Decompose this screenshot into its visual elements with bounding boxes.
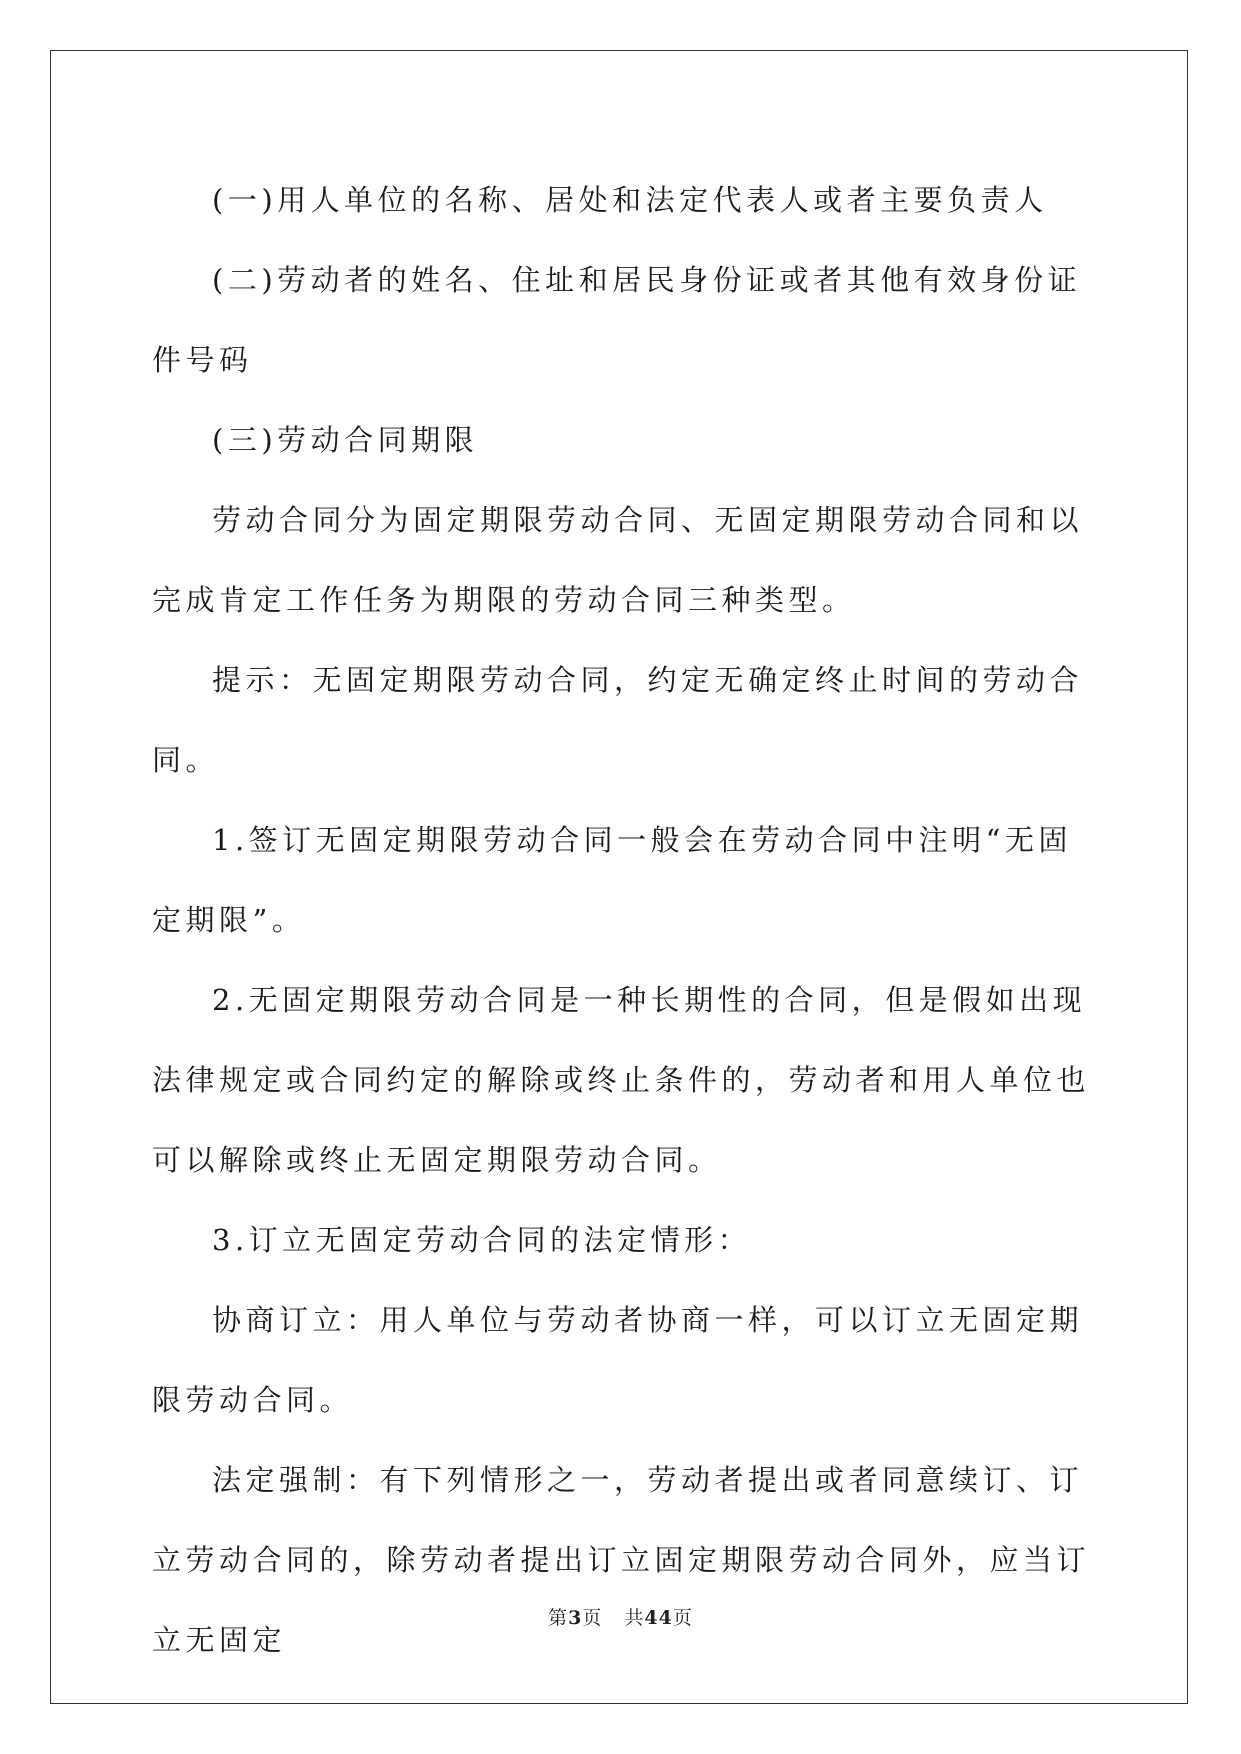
- paragraph: 协商订立：用人单位与劳动者协商一样，可以订立无固定期限劳动合同。: [152, 1303, 1084, 1417]
- paragraph: (一)用人单位的名称、居处和法定代表人或者主要负责人: [212, 183, 1048, 217]
- total-pages: 44: [644, 1607, 673, 1629]
- paragraph: 法定强制：有下列情形之一，劳动者提出或者同意续订、订立劳动合同的，除劳动者提出订立固定期限劳动合同外，应当订立无固定: [152, 1463, 1091, 1657]
- page-suffix: 页: [582, 1607, 603, 1629]
- paragraph: 提示：无固定期限劳动合同，约定无确定终止时间的劳动合同。: [152, 663, 1084, 777]
- paragraph: 2.无固定期限劳动合同是一种长期性的合同，但是假如出现法律规定或合同约定的解除或终止条件的，劳动者和用人单位也可以解除或终止无固定期限劳动合同。: [152, 983, 1091, 1177]
- paragraph: 劳动合同分为固定期限劳动合同、无固定期限劳动合同和以完成肯定工作任务为期限的劳动合同三种类型。: [152, 503, 1084, 617]
- paragraph: (三)劳动合同期限: [212, 423, 479, 457]
- document-body: [152, 160, 1092, 1680]
- total-suffix: 页: [672, 1607, 693, 1629]
- page-number: 3: [568, 1607, 583, 1629]
- paragraph: 1.签订无固定期限劳动合同一般会在劳动合同中注明“无固定期限”。: [152, 823, 1072, 937]
- paragraph: (二)劳动者的姓名、住址和居民身份证或者其他有效身份证件号码: [152, 263, 1082, 377]
- page-prefix: 第: [548, 1607, 569, 1629]
- total-prefix: 共: [624, 1607, 645, 1629]
- paragraph: 3.订立无固定劳动合同的法定情形：: [212, 1223, 752, 1257]
- page-footer: [0, 1603, 1241, 1630]
